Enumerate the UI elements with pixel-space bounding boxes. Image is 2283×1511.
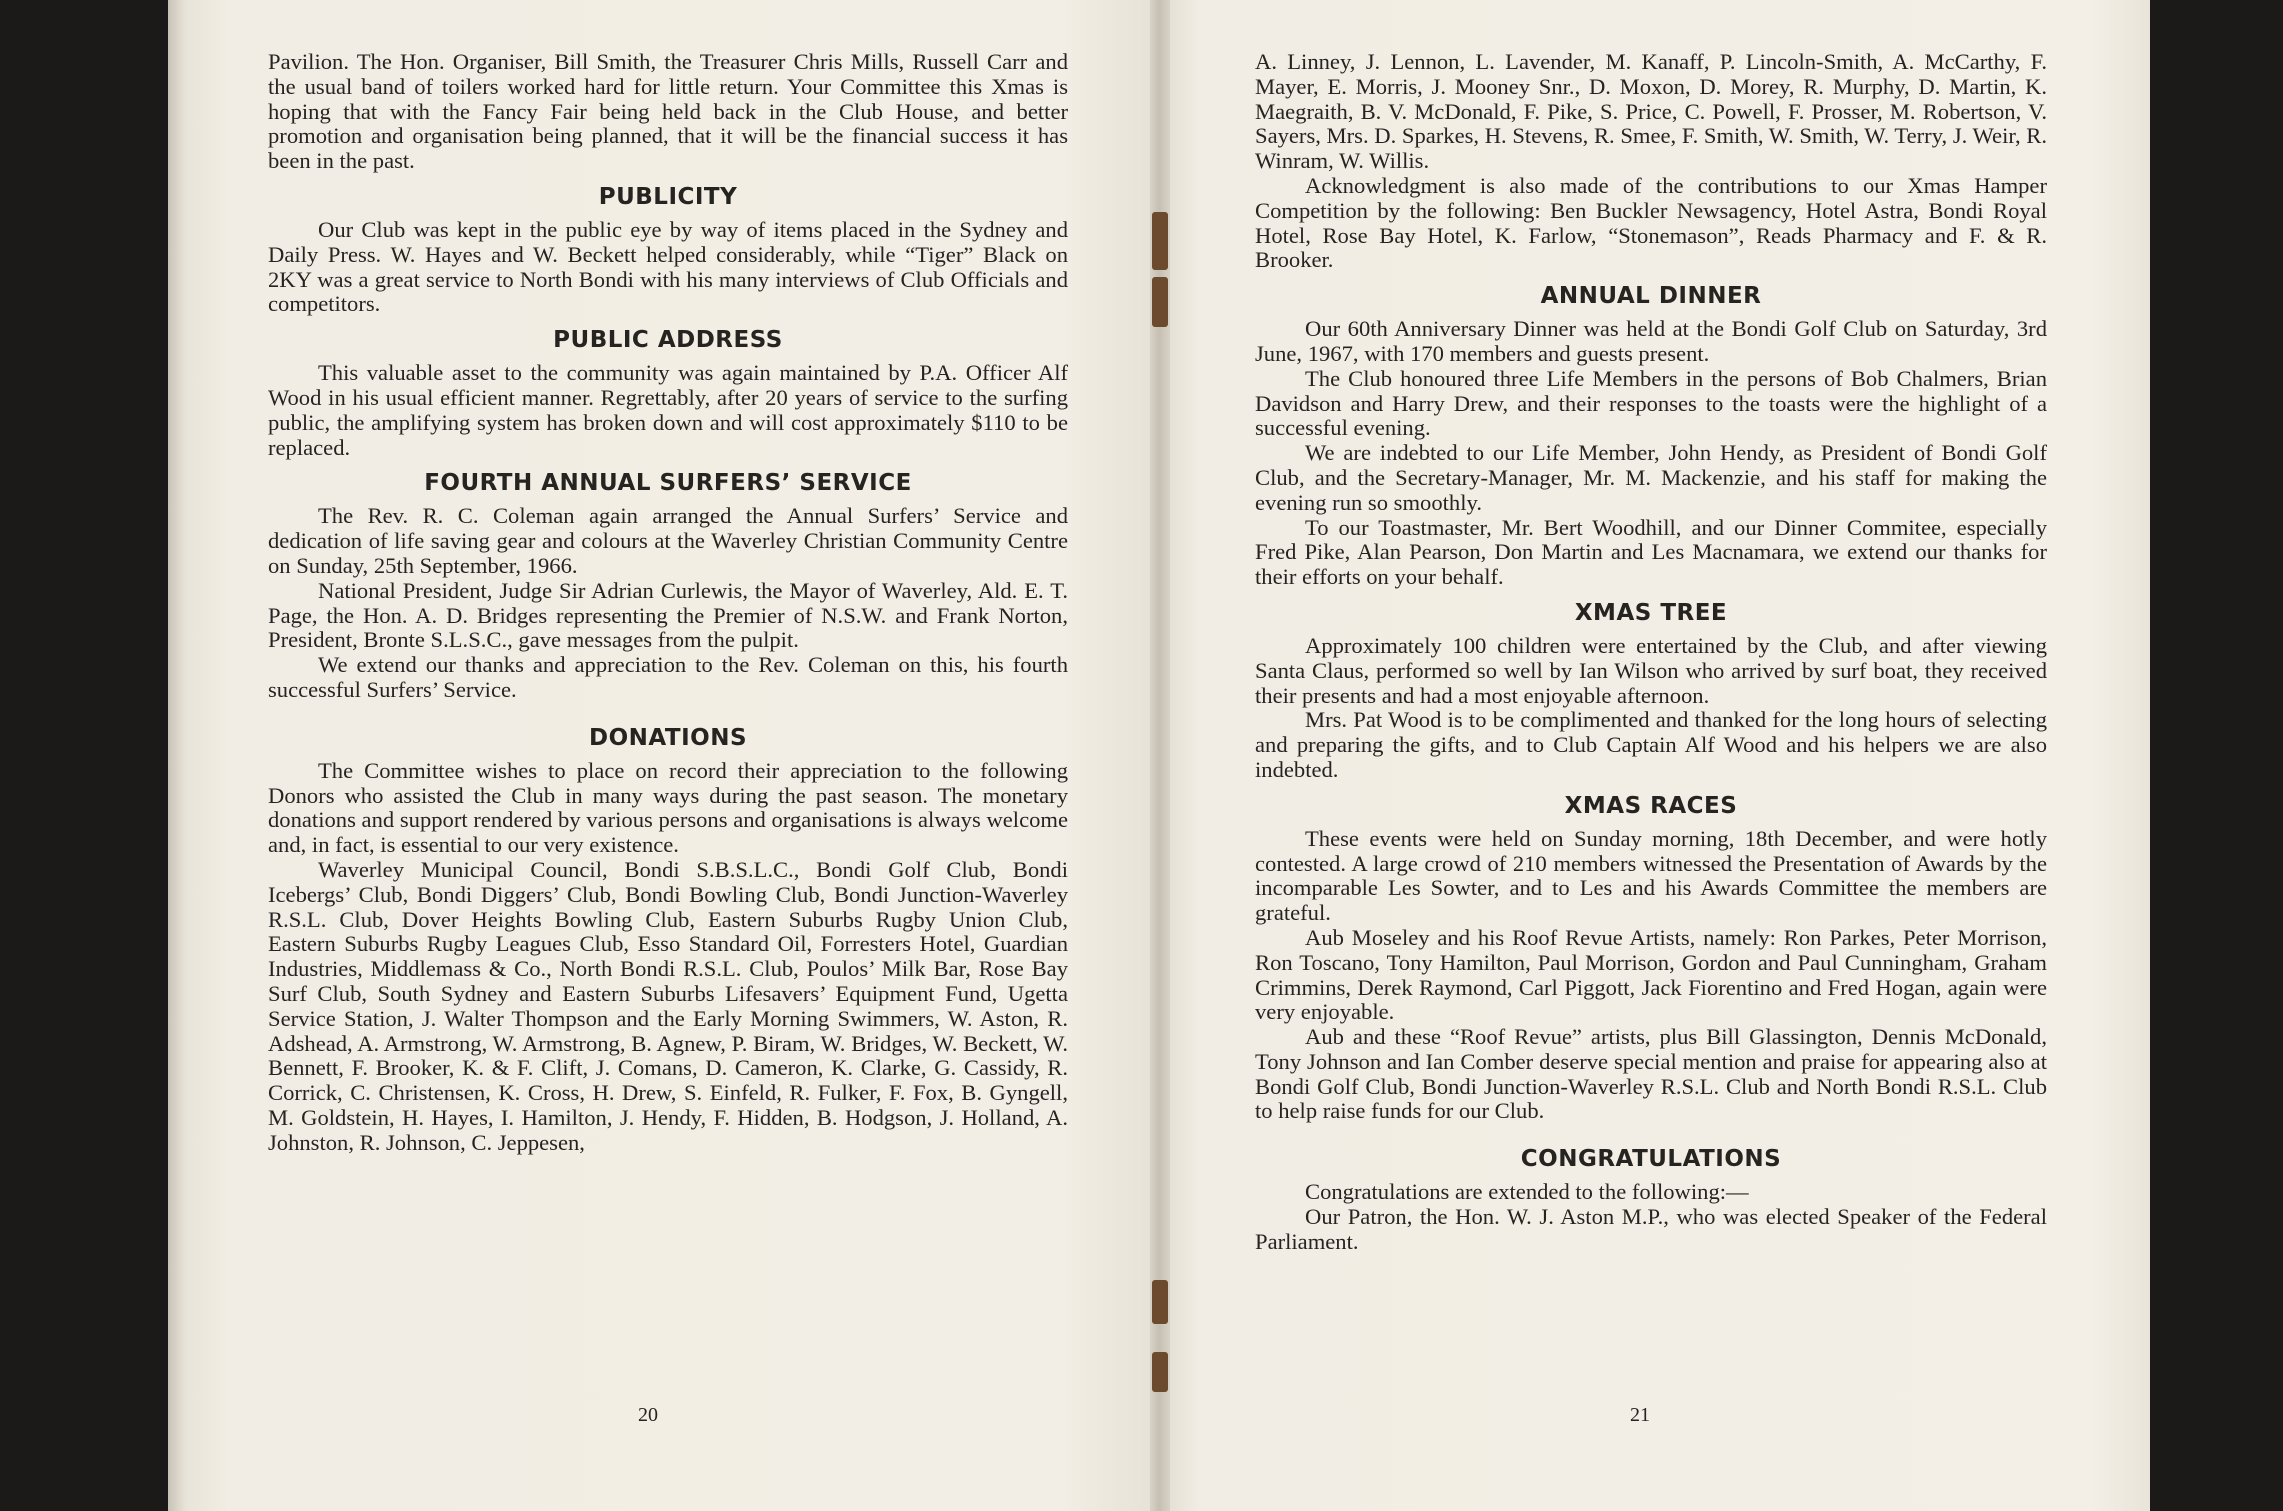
surfers-service-heading: FOURTH ANNUAL SURFERS’ SERVICE [424,470,912,497]
dinner-paragraph-1: Our 60th Anniversary Dinner was held at the Bondi Golf Club on Saturday, 3rd June, 1967, with 170 members and guests present. [1255,316,2047,366]
public-address-paragraph: This valuable asset to the community was again maintained by P.A. Officer Alf Wood in his usual efficient manner. Regrettably, after 20 years of service to the surfing public, the amplifying system has broken down and will cost approximately $110 to be replaced. [268,360,1068,460]
dinner-paragraph-2: The Club honoured three Life Members in the persons of Bob Chalmers, Brian Davidson and Harry Drew, and their responses to the toasts were the highlight of a successful evening. [1255,365,2047,441]
dinner-paragraph-4: To our Toastmaster, Mr. Bert Woodhill, and our Dinner Commitee, especially Fred Pike, Alan Pearson, Don Martin and Les Macnamara, we extend our thanks for their efforts on your behalf. [1255,514,2047,590]
donations-heading: DONATIONS [588,724,748,751]
publicity-paragraph: Our Club was kept in the public eye by way of items placed in the Sydney and Daily Press. W. Hayes and W. Beckett helped considerably, while “Tiger” Black on 2KY was a great service to North Bondi with his many interviews of Club Officials and competitors. [268,216,1068,317]
staple-mark [1152,1280,1168,1324]
service-paragraph-2: National President, Judge Sir Adrian Curlewis, the Mayor of Waverley, Ald. E. T. Page, the Hon. A. D. Bridges representing the Premier of N.S.W. and Frank Norton, President, Bronte S.L.S.C., gave messages from the pulpit. [268,577,1068,653]
races-paragraph-1: These events were held on Sunday morning, 18th December, and were hotly contested. A large crowd of 210 members witnessed the Presentation of Awards by the incomparable Les Sowter, and to Les and his Awards Committee the members are grateful. [1255,825,2047,926]
staple-mark [1152,1352,1168,1392]
publicity-heading: PUBLICITY [598,183,738,210]
intro-paragraph: Pavilion. The Hon. Organiser, Bill Smith, the Treasurer Chris Mills, Russell Carr and the usual band of toilers worked hard for little return. Your Committee this Xmas is hoping that with the Fancy Fair being held back in the Club House, and better promotion and organisation being planned, that it will be the financial success it has been in the past. [268,49,1068,174]
races-paragraph-3: Aub and these “Roof Revue” artists, plus Bill Glassington, Dennis McDonald, Tony Johnson and Ian Comber deserve special mention and praise for appearing also at Bondi Golf Club, Bondi Junction-Waverley R.S.L. Club and North Bondi R.S.L. Club to help raise funds for our Club. [1255,1024,2047,1124]
congratulations-heading: CONGRATULATIONS [1520,1146,1782,1173]
tree-paragraph-2: Mrs. Pat Wood is to be complimented and thanked for the long hours of selecting and preparing the gifts, and to Club Captain Alf Wood and his helpers we are also indebted. [1255,707,2047,782]
public-address-heading: PUBLIC ADDRESS [553,327,783,354]
service-paragraph-3: We extend our thanks and appreciation to the Rev. Coleman on this, his fourth successful Surfers’ Service. [268,652,1068,702]
xmas-tree-heading: XMAS TREE [1574,599,1728,626]
congratulations-paragraph-1: Congratulations are extended to the following:— [1305,1179,1749,1205]
xmas-races-heading: XMAS RACES [1564,792,1738,819]
congratulations-paragraph-2: Our Patron, the Hon. W. J. Aston M.P., who was elected Speaker of the Federal Parliament. [1255,1204,2047,1254]
donations-paragraph-2: Waverley Municipal Council, Bondi S.B.S.L.C., Bondi Golf Club, Bondi Icebergs’ Club, Bondi Diggers’ Club, Bondi Bowling Club, Bondi Junction-Waverley R.S.L. Club, Dover Heights Bowling Club, Eastern Suburbs Rugby Union Club, Eastern Suburbs Rugby Leagues Club, Esso Standard Oil, Forresters Hotel, Guardian Industries, Middlemass & Co., North Bondi R.S.L. Club, Poulos’ Milk Bar, Rose Bay Surf Club, South Sydney and Eastern Suburbs Lifesavers’ Equipment Fund, Ugetta Service Station, J. Walter Thompson and the Early Morning Swimmers, W. Aston, R. Adshead, A. Armstrong, W. Armstrong, B. Agnew, P. Biram, W. Bridges, W. Beckett, W. Bennett, F. Brooker, K. & F. Clift, J. Comans, D. Cameron, K. Clarke, G. Cassidy, R. Corrick, C. Christensen, K. Cross, H. Drew, S. Einfeld, R. Fulker, F. Fox, B. Gyngell, M. Goldstein, H. Hayes, I. Hamilton, J. Hendy, F. Hidden, B. Hodgson, J. Holland, A. Johnston, R. Johnson, C. Jeppesen, [268,856,1068,1155]
donor-names-continued: A. Linney, J. Lennon, L. Lavender, M. Kanaff, P. Lincoln-Smith, A. McCarthy, F. Mayer, E. Morris, J. Mooney Snr., D. Moxon, D. Morey, R. Murphy, D. Martin, K. Maegraith, B. V. McDonald, F. Pike, S. Price, C. Powell, F. Prosser, M. Robertson, V. Sayers, Mrs. D. Sparkes, H. Stevens, R. Smee, F. Smith, W. Smith, W. Terry, J. Weir, R. Winram, W. Willis. [1255,49,2047,174]
right-page [1160,0,2150,1511]
acknowledgment-paragraph: Acknowledgment is also made of the contributions to our Xmas Hamper Competition by the following: Ben Buckler Newsagency, Hotel Astra, Bondi Royal Hotel, Rose Bay Hotel, K. Farlow, “Stonemason”, Reads Pharmacy and F. & R. Brooker. [1255,172,2047,273]
page-number-left: 20 [638,1404,658,1426]
service-paragraph-1: The Rev. R. C. Coleman again arranged the Annual Surfers’ Service and dedication of life saving gear and colours at the Waverley Christian Community Centre on Sunday, 25th September, 1966. [268,503,1068,578]
annual-dinner-heading: ANNUAL DINNER [1540,283,1762,310]
donations-paragraph-1: The Committee wishes to place on record their appreciation to the following Donors who assisted the Club in many ways during the past season. The monetary donations and support rendered by various persons and organisations is always welcome and, in fact, is essential to our very existence. [268,757,1068,858]
races-paragraph-2: Aub Moseley and his Roof Revue Artists, namely: Ron Parkes, Peter Morrison, Ron Toscano, Tony Hamilton, Paul Morrison, Gordon and Paul Cunningham, Graham Crimmins, Derek Raymond, Carl Piggott, Jack Fiorentino and Fred Hogan, again were very enjoyable. [1255,924,2047,1025]
page-number-right: 21 [1630,1404,1650,1426]
staple-mark [1152,277,1168,327]
dinner-paragraph-3: We are indebted to our Life Member, John Hendy, as President of Bondi Golf Club, and the Secretary-Manager, Mr. M. Mackenzie, and his staff for making the evening run so smoothly. [1255,440,2047,515]
tree-paragraph-1: Approximately 100 children were entertained by the Club, and after viewing Santa Claus, performed so well by Ian Wilson who arrived by surf boat, they received their presents and had a most enjoyable afternoon. [1255,632,2047,708]
staple-mark [1152,212,1168,270]
left-page [168,0,1160,1511]
